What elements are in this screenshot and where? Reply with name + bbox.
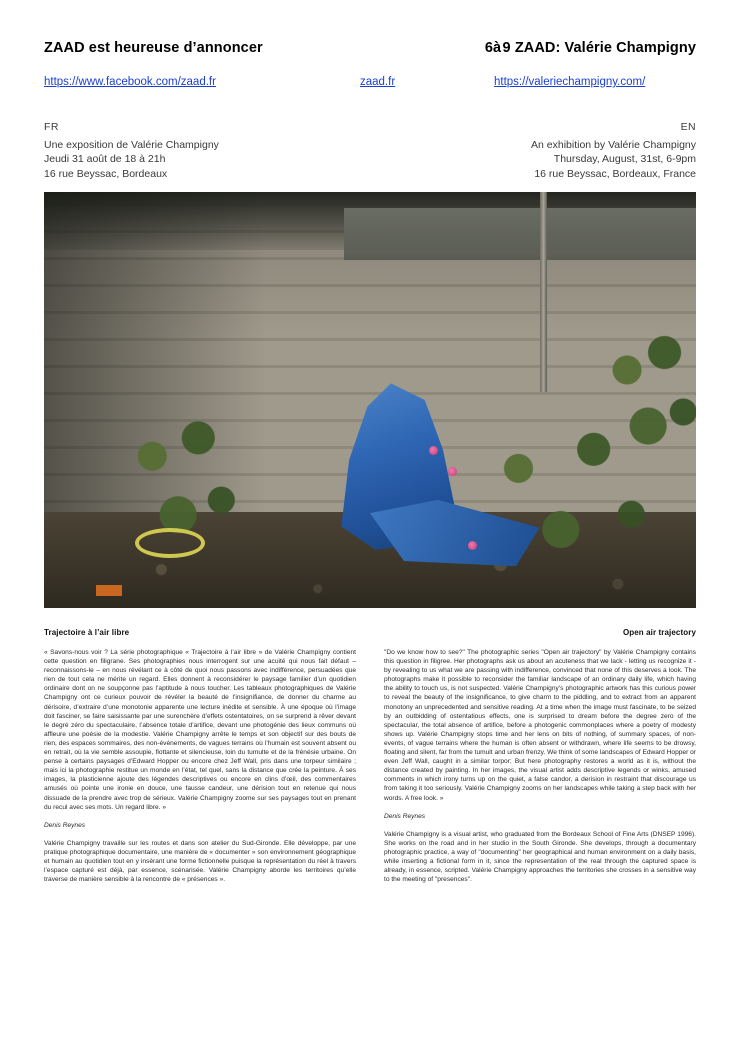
exhibition-photograph [44,192,696,608]
essay-paragraph-en: "Do we know how to see?" The photographic series "Open air trajectory" by Valérie Champigny contains this question in filigree. Her photographs ask us about an acuteness that we lack - letting us recognize it - by revealing to us what we are passing with indifference, convinced that none of this deserves a look. The photographs make it possible to reconsider the familiar landscape of an ordinary daily life, which having the ability to touch us, is not suspected. Valérie Champigny's photographic artwork has this curious power to reveal the beauty of the insignificance, to give charm to the piddling, and to extract from an apparent monotony an unprecedented and sensitive reading. At a time when the image must fascinate, to be seized by an outbidding of ostentatious effects, one is surprised to dream before the degree zero of the spectacular, the total absence of artifice, before a photogenic commonplaces where a poetry of modesty shows up. Valérie Champigny stops time and her lens on bits of nothing, of summary spaces, of non-events, of vague terrains where the human is often absent or withdrawn, where life seems to be drowsy, floating and silent, far from the tumult and urban frenzy. We think of some landscapes of Edward Hopper or even Jeff Wall, caught in a similar torpor; But here photography restores a world as it is, without the distance created by painting. In her images, the visual artist adds descriptive legends or winks, amused comments in which irony turns up on the quiet, a false candor, a derision in restraint that discourage us from taking it too seriously. Valérie Champigny zooms on her landscapes while taking a step back with her words. A free look. » [384,649,696,802]
text-column-fr [44,648,356,893]
plant-far-right [592,300,696,475]
text-columns [44,648,696,893]
exhibition-date-en: Thursday, August, 31st, 6-9pm [553,153,696,165]
header [44,40,696,56]
header-left-title: ZAAD est heureuse d’annoncer [44,40,263,56]
links-row [44,76,696,92]
column-titles [44,628,696,637]
valeriechampigny-link[interactable]: https://valeriechampigny.com/ [494,76,646,88]
zaad-link[interactable]: zaad.fr [360,76,396,88]
event-info [44,120,696,188]
orange-object [96,585,122,596]
concrete-band [344,208,696,260]
facebook-link[interactable]: https://www.facebook.com/zaad.fr [44,76,216,88]
header-right-title: 6à 9 ZAAD: Valérie Champigny [484,40,696,56]
exhibition-address-fr: 16 rue Beyssac, Bordeaux [44,167,168,180]
bio-paragraph-fr: Valérie Champigny travaille sur les routes et dans son atelier du Sud-Gironde. Elle développe, par une pratique photographique documentaire, une manière de « documenter » son environnement géographique et humain au quotidien tout en y insérant une forme fictionnelle puisque la représentation du réel à travers l’espace capturé est déjà, par essence, scénarisée. Valérie Champigny aborde les territoires qu’elle traverse de manière sensible à la rencontre de « présences ». [44,839,356,884]
series-title-en: Open air trajectory [622,628,696,637]
flower-icon [429,446,438,455]
essay-signature-en: Denis Reynes [384,812,426,820]
essay-paragraph-fr: « Savons-nous voir ? La série photographique « Trajectoire à l’air libre » de Valérie Champigny contient cette question en filigrane. Ses photographies nous interrogent sur une acuité qui nous fait défaut – reconnaissons-le – en nous révélant ce à côté de quoi nous passons avec indifférence, persuadées que rien de tout cela ne mérite un regard. Elles donnent à reconsidérer le paysage familier d’un quotidien ordinaire dont on ne soupçonne pas l’aptitude à nous toucher. Les tableaux photographiques de Valérie Champigny ont ce curieux pouvoir de révéler la beauté de l’insignifiance, de donner du charme au dérisoire, d’extraire d’une monotonie apparente une lecture inédite et sensible. À une époque où l’image doit fasciner, se faire saisissante par une surenchère d’effets ostentatoires, on se surprend à rêver devant le degré zéro du spectaculaire, l’absence totale d’artifice, devant une photogénie des lieux communs où affleure une poésie de la modestie. Valérie Champigny arrête le temps et son objectif sur des bouts de rien, des espaces sommaires, des non-événements, de vagues terrains où l’humain est souvent absent ou en retrait, où la vie semble assoupie, flottante et silencieuse, loin du tumulte et de la frénésie urbaine. On pense à certains paysages d’Edward Hopper ou encore chez Jeff Wall, pris dans une torpeur similaire ; mais ici la photographie restitue un monde en l’état, tel quel, sans la distance que crée la peinture. À ses images, la plasticienne ajoute des légendes descriptives ou encore en clins d’œil, des commentaires amusés où pointe une ironie en douce, une fausse candeur, une dérision tout en retenue qui nous dissuade de la prendre avec trop de sérieux. Valérie Champigny zoome sur ses paysages tout en prenant du recul avec ses mots. Un regard libre. » [44,649,356,811]
drain-pipe [540,192,547,392]
event-info-fr [44,120,219,181]
garden-hose [135,528,205,558]
photo-illustration [44,192,696,608]
event-info-en [531,120,696,181]
exhibition-date-fr: Jeudi 31 août de 18 à 21h [44,153,166,165]
series-title-fr: Trajectoire à l’air libre [44,628,130,637]
language-label-en: EN [680,121,696,133]
exhibition-address-en: 16 rue Beyssac, Bordeaux, France [534,167,696,180]
flower-icon [448,467,457,476]
language-label-fr: FR [44,121,59,133]
text-column-en [384,648,696,893]
exhibition-subtitle-en: An exhibition by Valérie Champigny [531,138,696,151]
exhibition-subtitle-fr: Une exposition de Valérie Champigny [44,138,219,151]
essay-signature-fr: Denis Reynes [44,821,86,829]
bio-paragraph-en: Valérie Champigny is a visual artist, who graduated from the Bordeaux School of Fine Arts (DNSEP 1996). She works on the road and in her studio in the South Gironde. She develops, through a documentary photographic practice, a way of "documenting" her geographical and human environment on a daily basis, while inserting a fictional form in it, since the representation of the real through the captured space is already, in essence, scripted. Valérie Champigny approaches the territories she crosses in a sensitive way to the meeting of "presences". [384,830,696,884]
